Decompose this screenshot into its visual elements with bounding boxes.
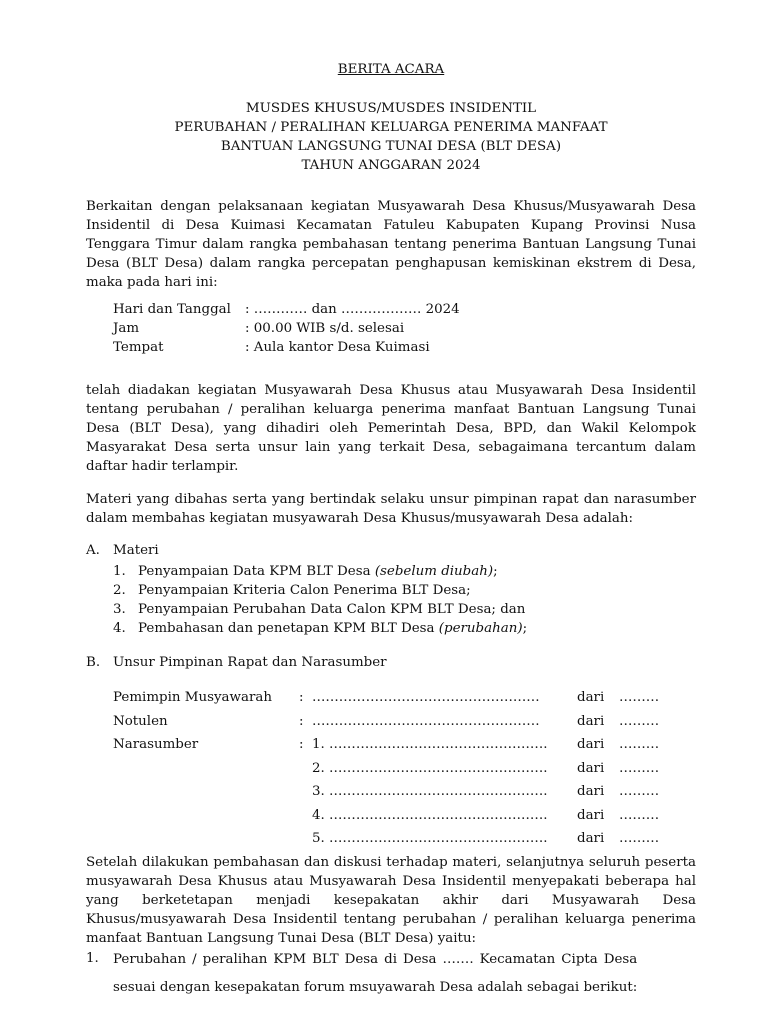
table-row: Notulen : …………………………………………… dari ……… <box>113 713 660 729</box>
agreement-paragraph: Setelah dilakukan pembahasan dan diskusi terhadap materi, selanjutnya seluruh peserta musyawarah Desa Khusus atau Musyawarah Desa Insidentil menyepakati beberapa hal yang berketetapan menjadi kesepakatan akhir dari Musyawarah Desa Khusus/musyawarah Desa Insidentil tentang perubahan / peralihan keluarga penerima manfaat Bantuan Langsung Tunai Desa (BLT Desa) yaitu: <box>86 854 696 946</box>
schedule-label: Hari dan Tanggal <box>113 302 231 317</box>
section-a <box>86 541 696 638</box>
agreement-item-number: 1. <box>86 950 99 966</box>
material-intro-paragraph: Materi yang dibahas serta yang bertindak selaku unsur pimpinan rapat dan narasumber dalam membahas kegiatan musyawarah Desa Khusus/musyawarah Desa adalah: <box>86 492 696 526</box>
list-item: 3. Penyampaian Perubahan Data Calon KPM BLT Desa; dan <box>113 602 526 617</box>
table-row: 4. …………………………………………. dari ……… <box>312 807 660 823</box>
document-title-block <box>86 60 696 175</box>
document-title: BERITA ACARA <box>337 62 445 77</box>
schedule-row <box>113 338 696 357</box>
table-row: 2. …………………………………………. dari ……… <box>312 760 660 776</box>
schedule-row <box>113 300 696 319</box>
section-b-title: Unsur Pimpinan Rapat dan Narasumber <box>113 655 387 670</box>
section-a-number: A. <box>86 543 100 558</box>
table-row: Narasumber : 1. …………………………………………. dari ……… <box>113 737 660 752</box>
schedule-label: Tempat <box>113 340 164 355</box>
schedule-row <box>113 319 696 338</box>
schedule-block <box>113 300 696 357</box>
agreement-item-line1: Perubahan / peralihan KPM BLT Desa di Desa ……. Kecamatan Cipta Desa <box>113 951 638 967</box>
agreement-item-line2: sesuai dengan kesepakatan forum msuyawarah Desa adalah sebagai berikut: <box>113 979 638 995</box>
title-line-year: TAHUN ANGGARAN 2024 <box>301 158 481 173</box>
schedule-value: : ………… dan ……………… 2024 <box>245 302 460 317</box>
section-b <box>86 653 696 851</box>
title-line-perubahan: PERUBAHAN / PERALIHAN KELUARGA PENERIMA MANFAAT <box>174 120 608 135</box>
title-line-blt: BANTUAN LANGSUNG TUNAI DESA (BLT DESA) <box>220 139 562 154</box>
section-b-number: B. <box>86 655 101 670</box>
list-item: 4. Pembahasan dan penetapan KPM BLT Desa (perubahan); <box>113 621 528 636</box>
schedule-label: Jam <box>113 321 140 336</box>
material-list <box>113 562 696 638</box>
agreement-item <box>86 950 696 1000</box>
table-row: Pemimpin Musyawarah : …………………………………………… dari ……… <box>113 690 660 705</box>
schedule-value: : 00.00 WIB s/d. selesai <box>245 321 405 336</box>
section-a-title: Materi <box>113 543 159 558</box>
intro-paragraph: Berkaitan dengan pelaksanaan kegiatan Musyawarah Desa Khusus/Musyawarah Desa Insidentil di Desa Kuimasi Kecamatan Fatuleu Kabupaten Kupang Provinsi Nusa Tenggara Timur dalam rangka pembahasan tentang penerima Bantuan Langsung Tunai Desa (BLT Desa) dalam rangka percepatan penghapusan kemiskinan ekstrem di Desa, maka pada hari ini: <box>86 199 696 290</box>
list-item: 2. Penyampaian Kriteria Calon Penerima BLT Desa; <box>113 583 471 598</box>
attendance-paragraph: telah diadakan kegiatan Musyawarah Desa Khusus atau Musyawarah Desa Insidentil tentang perubahan / peralihan keluarga penerima manfaat Bantuan Langsung Tunai Desa (BLT Desa), yang dihadiri oleh Pemerintah Desa, BPD, dan Wakil Kelompok Masyarakat Desa serta unsur lain yang terkait Desa, sebagaimana tercantum dalam daftar hadir terlampir. <box>86 383 696 474</box>
leadership-table <box>113 686 696 851</box>
table-row: 5. …………………………………………. dari ……… <box>312 831 660 846</box>
schedule-value: : Aula kantor Desa Kuimasi <box>245 340 430 355</box>
list-item: 1. Penyampaian Data KPM BLT Desa (sebelum diubah); <box>113 564 498 579</box>
table-row: 3. …………………………………………. dari ……… <box>312 784 660 799</box>
title-line-musdes: MUSDES KHUSUS/MUSDES INSIDENTIL <box>245 101 537 116</box>
